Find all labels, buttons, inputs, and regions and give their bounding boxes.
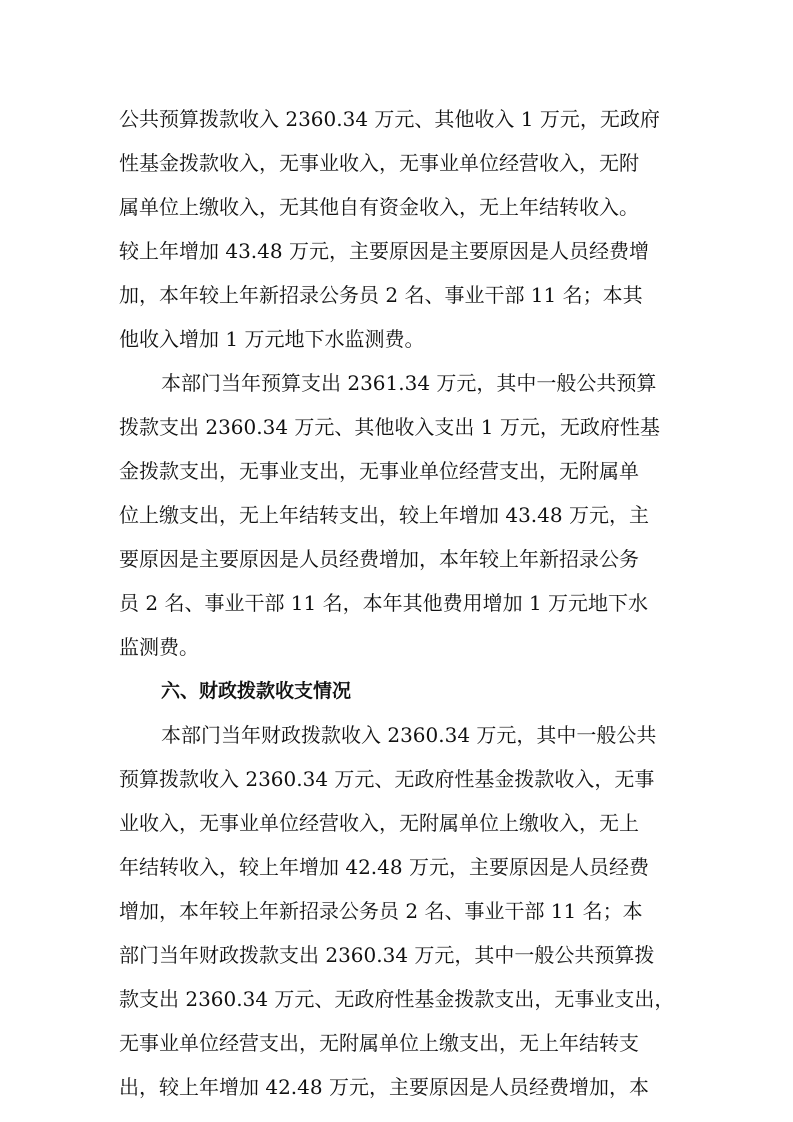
- text-line: 员 2 名、事业干部 11 名，本年其他费用增加 1 万元地下水: [119, 591, 649, 615]
- text-line: 金拨款支出，无事业支出，无事业单位经营支出，无附属单: [119, 459, 639, 483]
- text-line: 加，本年较上年新招录公务员 2 名、事业干部 11 名；本其: [119, 283, 643, 307]
- text-line: 出，较上年增加 42.48 万元，主要原因是人员经费增加，本: [119, 1075, 649, 1099]
- paragraph-first-line: 本部门当年预算支出 2361.34 万元，其中一般公共预算: [161, 371, 657, 395]
- text-line: 他收入增加 1 万元地下水监测费。: [119, 327, 425, 351]
- text-line: 无事业单位经营支出，无附属单位上缴支出，无上年结转支: [119, 1031, 639, 1055]
- paragraph-first-line: 本部门当年财政拨款收入 2360.34 万元，其中一般公共: [161, 723, 657, 747]
- text-line: 拨款支出 2360.34 万元、其他收入支出 1 万元，无政府性基: [119, 415, 660, 439]
- text-line: 款支出 2360.34 万元、无政府性基金拨款支出，无事业支出，: [119, 987, 675, 1011]
- text-line: 位上缴支出，无上年结转支出，较上年增加 43.48 万元，主: [119, 503, 649, 527]
- text-line: 业收入，无事业单位经营收入，无附属单位上缴收入，无上: [119, 811, 639, 835]
- text-line: 监测费。: [119, 635, 199, 659]
- text-line: 增加，本年较上年新招录公务员 2 名、事业干部 11 名；本: [119, 899, 643, 923]
- text-line: 部门当年财政拨款支出 2360.34 万元，其中一般公共预算拨: [119, 943, 655, 967]
- text-line: 较上年增加 43.48 万元，主要原因是主要原因是人员经费增: [119, 239, 649, 263]
- text-line: 年结转收入，较上年增加 42.48 万元，主要原因是人员经费: [119, 855, 649, 879]
- text-line: 要原因是主要原因是人员经费增加，本年较上年新招录公务: [119, 547, 639, 571]
- text-line: 公共预算拨款收入 2360.34 万元、其他收入 1 万元，无政府: [119, 107, 660, 131]
- section-heading: 六、财政拨款收支情况: [161, 680, 352, 702]
- text-line: 性基金拨款收入，无事业收入，无事业单位经营收入，无附: [119, 151, 639, 175]
- text-line: 预算拨款收入 2360.34 万元、无政府性基金拨款收入，无事: [119, 767, 655, 791]
- text-line: 属单位上缴收入，无其他自有资金收入，无上年结转收入。: [119, 195, 639, 219]
